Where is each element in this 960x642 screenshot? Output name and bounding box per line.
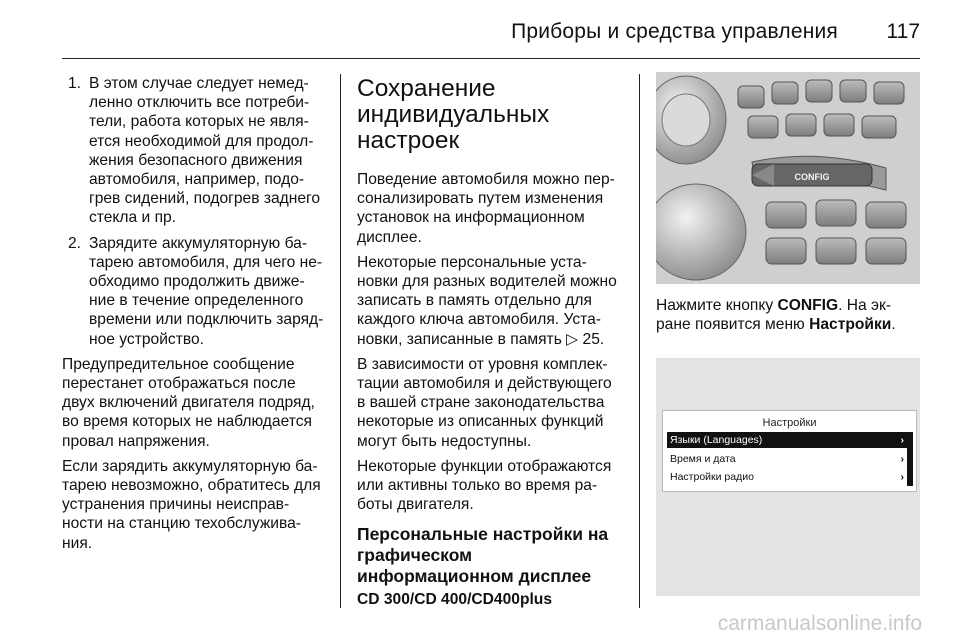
- menu-item-label: Языки (Languages): [670, 434, 763, 447]
- column-middle: [357, 74, 623, 610]
- column-left: [62, 74, 324, 559]
- subsection-heading: Персональные настройки на графическом информационном дисплее: [357, 524, 609, 587]
- column-right: [656, 74, 920, 596]
- console-photo: [656, 72, 920, 284]
- header-divider: [62, 58, 920, 59]
- chevron-right-icon: ›: [900, 471, 904, 484]
- paragraph-text: Некоторые персональные уста-новки для разных водителей можно записать в память отдельно для каждого ключа автомобиля. Уста-новки, записанные в память: [357, 253, 617, 348]
- menu-item-label: Настройки радио: [670, 471, 754, 484]
- caption-menu-name: Настройки: [809, 316, 892, 334]
- console-illustration: [656, 72, 920, 284]
- chevron-right-icon: ›: [900, 434, 904, 447]
- menu-item-radio-settings[interactable]: [667, 469, 908, 485]
- paragraph: В зависимости от уровня комплек-тации автомобиля и действующего в вашей стране законодательства некоторые из описанных функций могут быть недоступны.: [357, 355, 612, 450]
- column-divider: [340, 74, 341, 608]
- column-divider: [639, 74, 640, 608]
- display-screenshot: [656, 358, 920, 596]
- paragraph: Некоторые функции отображаются или активны только во время ра-боты двигателя.: [357, 457, 612, 514]
- menu-item-time-date[interactable]: [667, 451, 908, 467]
- steps-list: [62, 74, 324, 349]
- paragraph: Предупредительное сообщение перестанет отображаться после двух включений двигателя подряд, во время которых не наблюдается провал напряжения.: [62, 355, 315, 450]
- models-label: CD 300/CD 400/CD400plus: [357, 591, 553, 609]
- list-item: [62, 74, 324, 228]
- page-number: 117: [886, 20, 920, 43]
- header-title: Приборы и средства управления: [511, 20, 838, 43]
- settings-menu: [662, 410, 917, 492]
- caption-text: . На эк-ране появится меню: [656, 297, 892, 334]
- paragraph: Поведение автомобиля можно пер-сонализировать путем изменения установок на информационном дисплее.: [357, 171, 615, 246]
- figure-caption: [656, 296, 920, 334]
- section-heading: Сохранение индивидуальных настроек: [357, 75, 550, 154]
- menu-item-label: Время и дата: [670, 453, 736, 466]
- config-button-label: CONFIG: [794, 172, 830, 182]
- step-number: 1.: [68, 75, 82, 92]
- menu-scrollbar[interactable]: [907, 432, 913, 486]
- page-ref-icon: ▷: [566, 330, 579, 348]
- chevron-right-icon: ›: [900, 453, 904, 466]
- watermark: carmanualsonline.info: [717, 612, 922, 635]
- menu-title: Настройки: [762, 417, 817, 430]
- caption-button-name: CONFIG: [777, 297, 839, 314]
- step-number: 2.: [68, 234, 82, 252]
- page-ref: 25.: [582, 330, 605, 348]
- caption-text: Нажмите кнопку: [656, 297, 774, 314]
- page-header: [0, 0, 960, 50]
- step-text: Зарядите аккумуляторную ба-тарею автомобиля, для чего не-обходимо продолжить движе-ние в течение определенного времени или подключить заряд-ное устройство.: [89, 234, 324, 348]
- paragraph: Если зарядить аккумуляторную ба-тарею невозможно, обратитесь для устранения причины неисправ-ности на станцию техобслужива-ния.: [62, 457, 321, 552]
- paragraph: [357, 253, 623, 349]
- step-text: В этом случае следует немед-ленно отключить все потреби-тели, работа которых не явля-ется необходимой для продол-жения безопасного движения автомобиля, например, подо-грев сидений, подогрев заднего стекла и пр.: [89, 75, 321, 227]
- caption-text: .: [891, 316, 896, 334]
- menu-item-languages[interactable]: [667, 432, 908, 448]
- list-item: [62, 234, 324, 349]
